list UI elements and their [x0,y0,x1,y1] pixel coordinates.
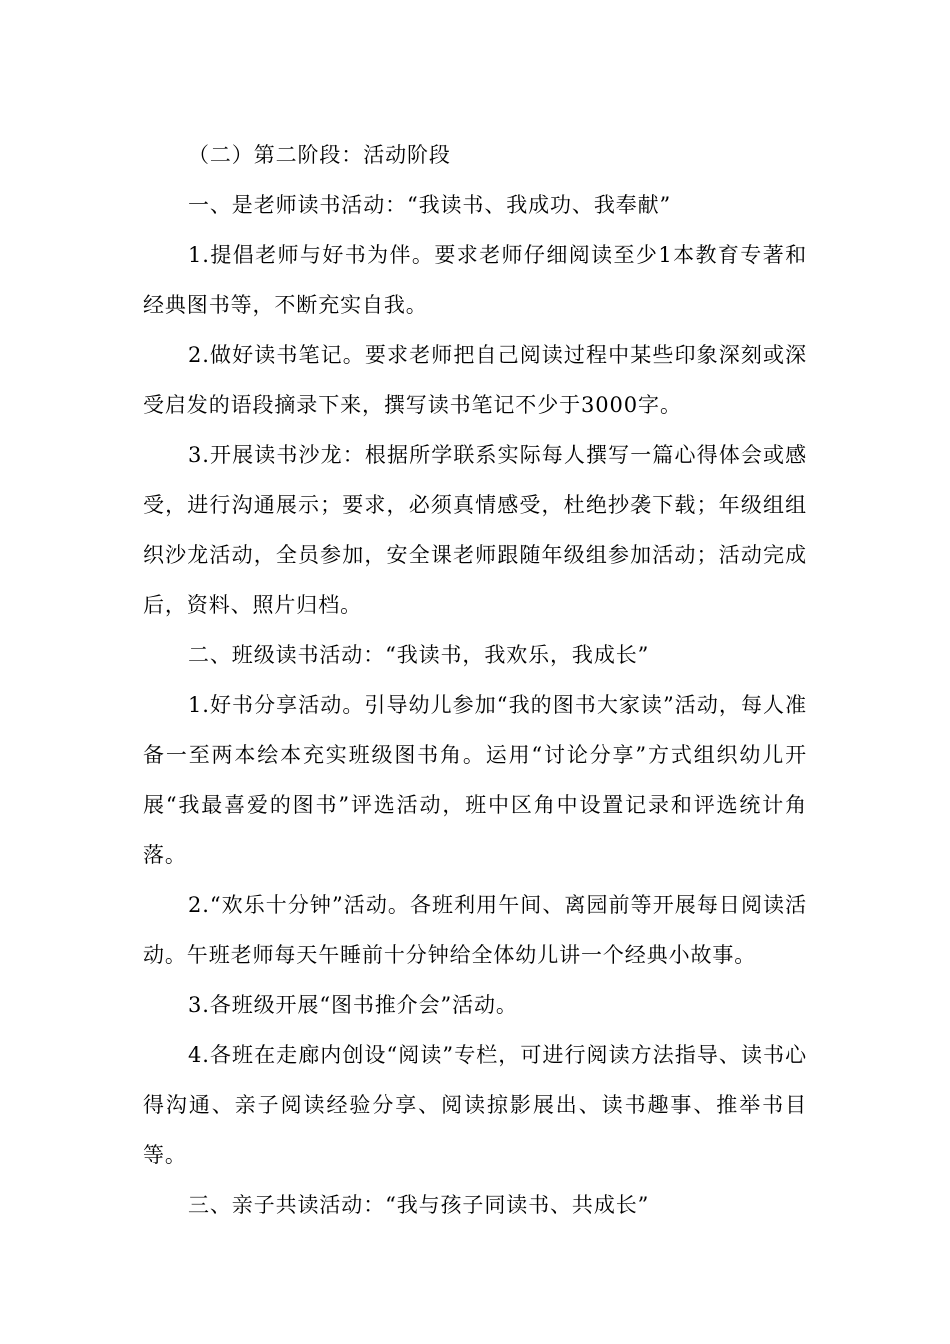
section-heading-stage-two: （二）第二阶段：活动阶段 [188,143,451,167]
paragraph-teacher-item-1: 1.提倡老师与好书为伴。要求老师仔细阅读至少1本教育专著和经典图书等，不断充实自我。 [143,243,807,317]
paragraph-class-item-4: 4.各班在走廊内创设“阅读”专栏，可进行阅读方法指导、读书心得沟通、亲子阅读经验分享、阅读掠影展出、读书趣事、推举书目等。 [143,1043,807,1167]
paragraph-teacher-item-3: 3.开展读书沙龙：根据所学联系实际每人撰写一篇心得体会或感受，进行沟通展示；要求，必须真情感受，杜绝抄袭下载；年级组组织沙龙活动，全员参加，安全课老师跟随年级组参加活动；活动完成后，资料、照片归档。 [143,443,807,617]
heading-teacher-reading: 一、是老师读书活动：“我读书、我成功、我奉献” [188,193,672,217]
paragraph-class-item-2: 2.“欢乐十分钟”活动。各班利用午间、离园前等开展每日阅读活动。午班老师每天午睡前十分钟给全体幼儿讲一个经典小故事。 [143,893,807,967]
paragraph-teacher-item-2: 2.做好读书笔记。要求老师把自己阅读过程中某些印象深刻或深受启发的语段摘录下来，撰写读书笔记不少于3000字。 [143,343,807,417]
heading-parent-child-reading: 三、亲子共读活动：“我与孩子同读书、共成长” [188,1193,650,1217]
paragraph-class-item-3: 3.各班级开展“图书推介会”活动。 [188,993,518,1017]
document-body [143,130,807,1230]
heading-class-reading: 二、班级读书活动：“我读书，我欢乐，我成长” [188,643,650,667]
paragraph-class-item-1: 1.好书分享活动。引导幼儿参加“我的图书大家读”活动，每人准备一至两本绘本充实班级图书角。运用“讨论分享”方式组织幼儿开展“我最喜爱的图书”评选活动，班中区角中设置记录和评选统计角落。 [143,693,807,867]
